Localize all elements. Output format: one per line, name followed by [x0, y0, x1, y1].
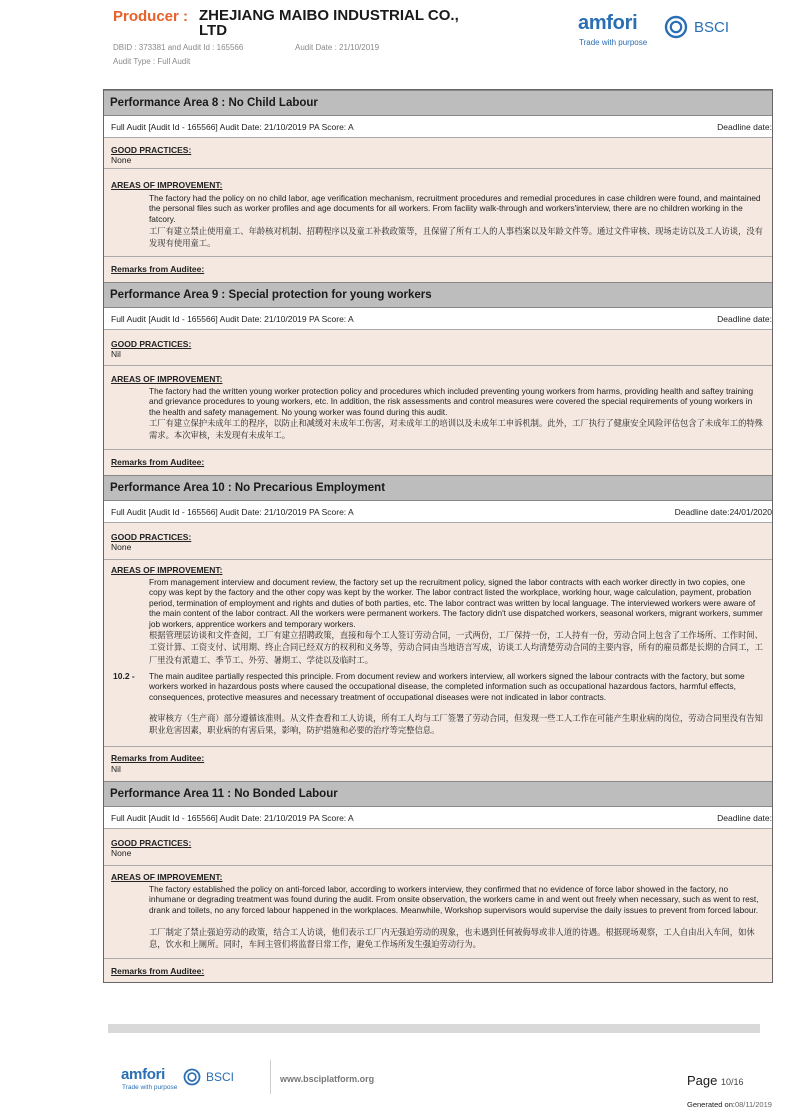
- area-10-remarks: [104, 747, 772, 781]
- area-8-meta: Full Audit [Audit Id - 165566] Audit Date: 21/10/2019 PA Score: A: [111, 122, 354, 132]
- area-9-good-practices: [104, 330, 772, 366]
- platform-url[interactable]: www.bsciplatform.org: [280, 1074, 375, 1084]
- area-8-deadline: Deadline date:: [717, 122, 772, 132]
- improvement-label: AREAS OF IMPROVEMENT:: [111, 374, 223, 384]
- footer-logo-bsci: BSCI: [206, 1070, 235, 1084]
- area-10-meta-row: [104, 501, 772, 523]
- audit-date-text: Audit Date : 21/10/2019: [295, 43, 380, 52]
- area-11-meta: Full Audit [Audit Id - 165566] Audit Date: 21/10/2019 PA Score: A: [111, 813, 354, 823]
- report-header: [0, 0, 800, 80]
- logo-tagline: Trade with purpose: [579, 38, 648, 47]
- area-8-good-practices: [104, 138, 772, 169]
- area-11-heading: [104, 781, 772, 807]
- area-11-title: Performance Area 11 : No Bonded Labour: [110, 788, 338, 800]
- performance-areas-table: [103, 89, 773, 983]
- audit-type-text: Audit Type : Full Audit: [113, 57, 191, 66]
- area-10-deadline: Deadline date:24/01/2020: [674, 507, 772, 517]
- page-label: Page: [687, 1073, 718, 1088]
- area-9-meta-row: [104, 308, 772, 330]
- footer-logo-tagline: Trade with purpose: [122, 1084, 178, 1091]
- dbid-text: DBID : 373381 and Audit Id : 165566: [113, 43, 244, 52]
- producer-name: ZHEJIANG MAIBO INDUSTRIAL CO., LTD: [199, 7, 459, 39]
- area-8-heading: [104, 90, 772, 116]
- good-practices-value: None: [111, 848, 132, 858]
- producer-label: Producer :: [113, 8, 189, 25]
- area-10-good-practices: [104, 523, 772, 560]
- amfori-ring-icon: [183, 1068, 201, 1086]
- area-9-title: Performance Area 9 : Special protection for young workers: [110, 289, 432, 301]
- generated-on: [687, 1100, 772, 1109]
- improvement-text-zh: 工厂有建立保护未成年工的程序，以防止和减缓对未成年工伤害，对未成年工的培训以及未成年工申诉机制。此外，工厂执行了健康安全风险评估包含了未成年工的特殊需求。本次审核，未发现有未成年工。: [149, 418, 763, 441]
- improvement-text-en: The factory had the written young worker protection policy and procedures which included preventing young workers from harms, providing health and saftey training and grievance procedures to young workers, etc. In addition, the risk assessments and control measures were covered the special requirements of young workers in the health and safety management. No young worker was found during this audit.: [149, 386, 754, 417]
- footer-amfori-bsci-logo: [121, 1066, 251, 1094]
- finding-text-zh: 被审核方（生产商）部分遵循该准则。从文件查看和工人访谈，所有工人均与工厂签署了劳动合同，但发现一些工人工作在可能产生职业病的岗位，劳动合同里没有告知职业危害因素，职业病的有害后果，影响，防护措施和必要的治疗等完整信息。: [149, 713, 763, 736]
- area-11-remarks: [104, 959, 772, 983]
- area-9-meta: Full Audit [Audit Id - 165566] Audit Date: 21/10/2019 PA Score: A: [111, 314, 354, 324]
- good-practices-value: None: [111, 542, 132, 552]
- area-9-remarks: [104, 450, 772, 474]
- area-11-improvement: [104, 866, 772, 959]
- improvement-label: AREAS OF IMPROVEMENT:: [111, 180, 223, 190]
- improvement-label: AREAS OF IMPROVEMENT:: [111, 565, 223, 575]
- improvement-text-en: The factory had the policy on no child labor, age verification mechanism, recruitment procedures and remedial procedures in case children were found, and maintained the personal files such as worker profiles and age documents for all workers. From facility walk-through and workers'interview, there are no children working in the fatcory.: [149, 193, 761, 224]
- amfori-ring-icon: [664, 15, 688, 39]
- remarks-label: Remarks from Auditee:: [111, 457, 205, 467]
- generated-label: Generated on:: [687, 1100, 735, 1109]
- improvement-text-zh: 工厂制定了禁止强迫劳动的政策，结合工人访谈，他们表示工厂内无强迫劳动的现象，也未遇到任何被侮辱或非人道的待遇。根据现场观察，工人自由出入车间，如休息，饮水和上厕所。同时，车间主管们将监督日常工作，避免工作场所发生强迫劳动行为。: [149, 927, 755, 950]
- improvement-label: AREAS OF IMPROVEMENT:: [111, 872, 223, 882]
- improvement-text-en: From management interview and document review, the factory set up the recruitment policy, signed the labor contracts with each worker directly in two copies, one copy was kept by the factory and the other copy was kept by the worker. The labor contract listed the workplace, working hour, wage calculation, payment, probation period, termination of employment and rights and duties of both parties, etc. The labor contract was written by local language. The interviewed workers were aware of the main content of the labor contract. All the workers were permanent workers. The factory didn't use dispatched workers, seasonal workers, migrant workers, summer job workers, apprentice workers and temporary workers.: [149, 577, 763, 629]
- generated-date: 08/11/2019: [734, 1100, 772, 1109]
- good-practices-label: GOOD PRACTICES:: [111, 532, 192, 542]
- area-11-deadline: Deadline date:: [717, 813, 772, 823]
- area-8-remarks: [104, 257, 772, 281]
- logo-bsci: BSCI: [694, 19, 730, 36]
- improvement-text-zh: 根据管理层访谈和文件查阅，工厂有建立招聘政策，直接和每个工人签订劳动合同，一式两份，工厂保持一份，工人持有一份，劳动合同上包含了工作场所、工作时间、工资计算、工资支付、试用期、终止合同已经双方的权利和义务等，劳动合同由当地语言写成，访谈工人均清楚劳动合同的主要内容，所有的雇员都是长期的合同工，工厂里没有派遣工、季节工、外劳、暑期工、学徒以及临时工。: [149, 630, 763, 665]
- page-number: [687, 1073, 744, 1088]
- area-10-meta: Full Audit [Audit Id - 165566] Audit Date: 21/10/2019 PA Score: A: [111, 507, 354, 517]
- remarks-label: Remarks from Auditee:: [111, 966, 205, 976]
- amfori-bsci-logo: [578, 12, 738, 52]
- page-count: 10/16: [721, 1077, 744, 1087]
- good-practices-value: None: [111, 155, 132, 165]
- finding-text-en: The main auditee partially respected this principle. From document review and workers interview, all workers signed the labour contracts with the factory, but some workers worked in hazardous posts where caused the occupational disease, the completed information such as occupational hazardous factors, harmful effects, consequences, protective measures and necessary treatment of occupational diseases were not indicated in labor contracts.: [149, 671, 745, 702]
- area-11-meta-row: [104, 807, 772, 829]
- footer-vertical-divider: [270, 1060, 271, 1094]
- remarks-label: Remarks from Auditee:: [111, 264, 205, 274]
- improvement-text-en: The factory established the policy on anti-forced labor, according to workers interview, they confirmed that no evidence of force labor showed in the factory, no inhumane or degrading treatment was found during the audit. From onsite observation, the workers came in and went out freely when necessary, such as went to rest, drank and toilets, no any forced labour happened in the workplaces. Meanwhile, Workshop supervisors would supervise the daily issues to prevent from forced labour.: [149, 884, 759, 915]
- remarks-value: Nil: [111, 764, 121, 774]
- good-practices-label: GOOD PRACTICES:: [111, 145, 192, 155]
- area-11-good-practices: [104, 829, 772, 866]
- area-8-title: Performance Area 8 : No Child Labour: [110, 97, 318, 109]
- finding-number: 10.2 -: [113, 671, 135, 681]
- area-9-improvement: [104, 366, 772, 450]
- footer-logo-word: amfori: [121, 1066, 166, 1083]
- good-practices-value: Nil: [111, 349, 121, 359]
- area-8-meta-row: [104, 116, 772, 138]
- good-practices-label: GOOD PRACTICES:: [111, 339, 192, 349]
- area-9-deadline: Deadline date:: [717, 314, 772, 324]
- footer-divider-bar: [108, 1024, 760, 1033]
- remarks-label: Remarks from Auditee:: [111, 753, 205, 763]
- area-10-title: Performance Area 10 : No Precarious Employment: [110, 482, 386, 494]
- logo-word: amfori: [578, 12, 638, 34]
- good-practices-label: GOOD PRACTICES:: [111, 838, 192, 848]
- area-10-heading: [104, 475, 772, 501]
- area-9-heading: [104, 282, 772, 308]
- area-8-improvement: [104, 169, 772, 257]
- improvement-text-zh: 工厂有建立禁止使用童工、年龄核对机制、招聘程序以及童工补救政策等，且保留了所有工人的人事档案以及年龄文件等。通过文件审核、现场走访以及工人访谈，没有发现有使用童工。: [149, 226, 763, 249]
- area-10-improvement: [104, 560, 772, 747]
